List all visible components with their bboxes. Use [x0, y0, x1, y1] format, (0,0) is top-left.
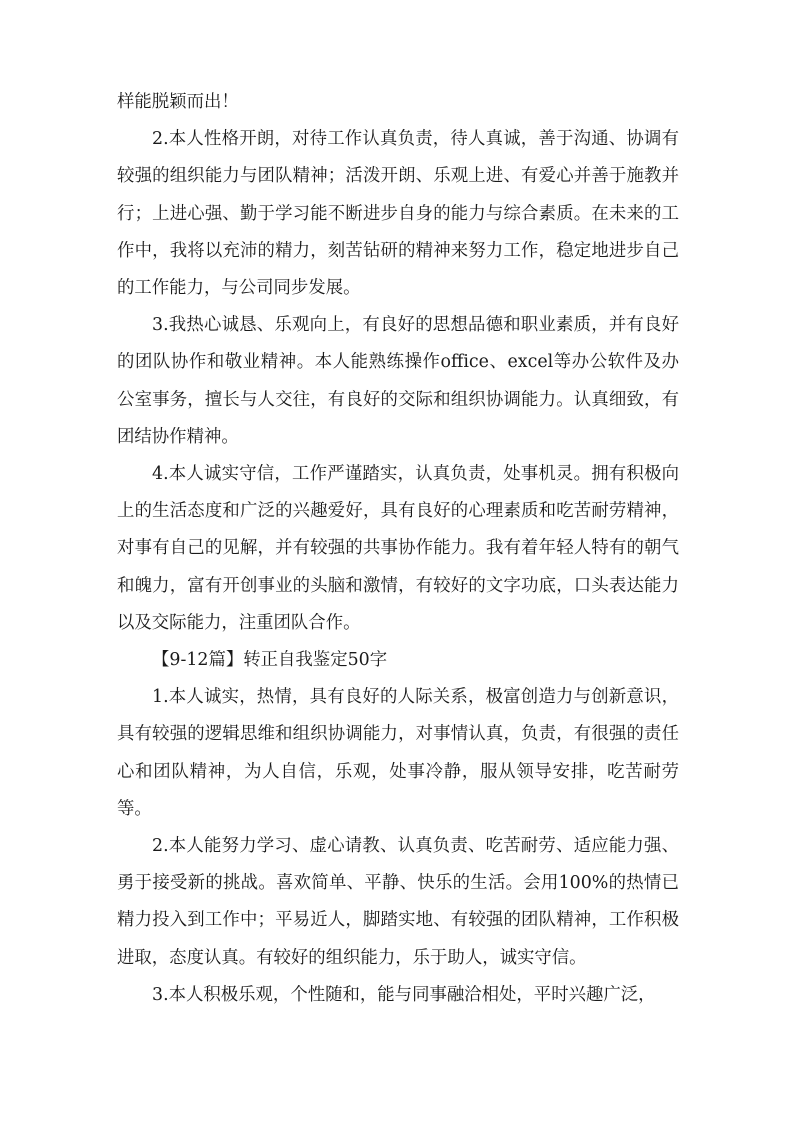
document-body [117, 84, 679, 1014]
paragraph-item-2: 2.本人性格开朗，对待工作认真负责，待人真诚，善于沟通、协调有较强的组织能力与团队精神；活泼开朗、乐观上进、有爱心并善于施教并行；上进心强、勤于学习能不断进步自身的能力与综合素质。在未来的工作中，我将以充沛的精力，刻苦钻研的精神来努力工作，稳定地进步自己的工作能力，与公司同步发展。 [117, 129, 679, 299]
paragraph-item-3: 3.我热心诚恳、乐观向上，有良好的思想品德和职业素质，并有良好的团队协作和敬业精神。本人能熟练操作office、excel等办公软件及办公室事务，擅长与人交往，有良好的交际和组织协调能力。认真细致，有团结协作精神。 [117, 315, 679, 447]
section-paragraph-2: 2.本人能努力学习、虚心请教、认真负责、吃苦耐劳、适应能力强、勇于接受新的挑战。喜欢简单、平静、快乐的生活。会用100%的热情已精力投入到工作中；平易近人，脚踏实地、有较强的团队精神，工作积极进取，态度认真。有较好的组织能力，乐于助人，诚实守信。 [117, 836, 679, 968]
section-paragraph-3: 3.本人积极乐观，个性随和，能与同事融洽相处，平时兴趣广泛， [152, 984, 656, 1005]
section-heading: 【9-12篇】转正自我鉴定50字 [152, 650, 388, 671]
paragraph-continuation: 样能脱颖而出！ [117, 92, 239, 112]
paragraph-item-4: 4.本人诚实守信，工作严谨踏实，认真负责，处事机灵。拥有积极向上的生活态度和广泛的兴趣爱好，具有良好的心理素质和吃苦耐劳精神，对事有自己的见解，并有较强的共事协作能力。我有着年轻人特有的朝气和魄力，富有开创事业的头脑和激情，有较好的文字功底，口头表达能力以及交际能力，注重团队合作。 [117, 464, 679, 633]
section-paragraph-1: 1.本人诚实，热情，具有良好的人际关系，极富创造力与创新意识，具有较强的逻辑思维和组织协调能力，对事情认真，负责，有很强的责任心和团队精神，为人自信，乐观，处事冷静，服从领导安排，吃苦耐劳等。 [117, 687, 679, 819]
